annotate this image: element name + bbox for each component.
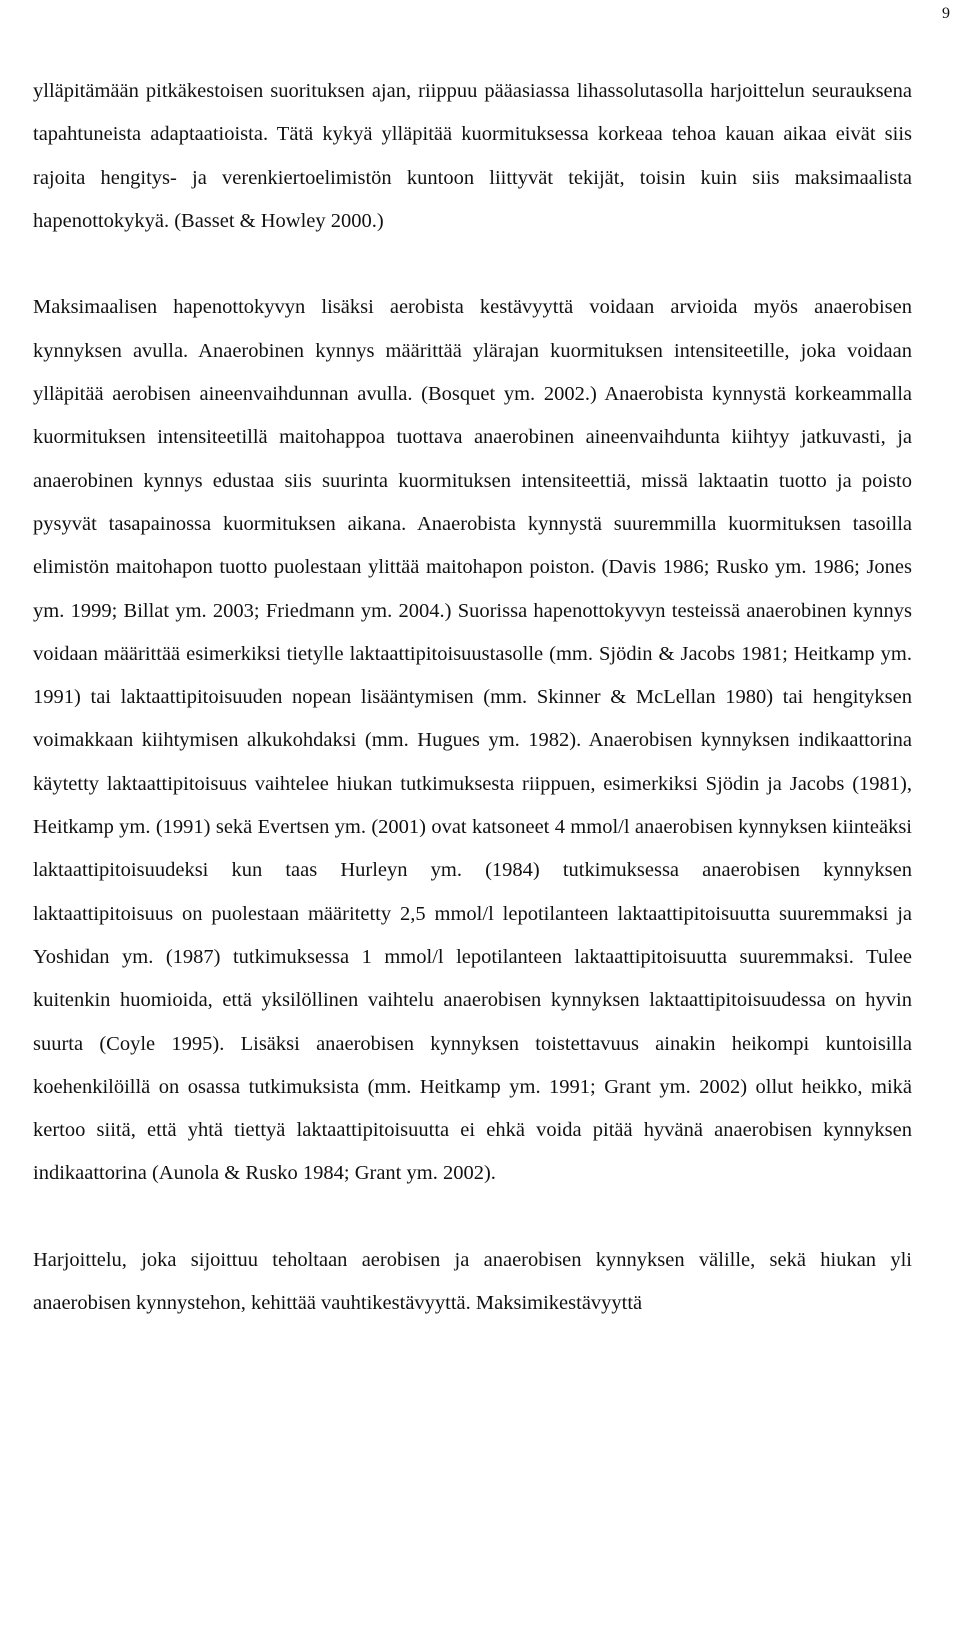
paragraph-1: ylläpitämään pitkäkestoisen suorituksen ajan, riippuu pääasiassa lihassolutasolla harjoittelun seurauksena tapahtuneista adaptaatioista. Tätä kykyä ylläpitää kuormituksessa korkeaa tehoa kauan aikaa eivät siis rajoita hengitys- ja verenkiertoelimistön kuntoon liittyvät tekijät, toisin kuin siis maksimaalista hapenottokykyä. (Basset & Howley 2000.) [33,80,912,232]
page-number: 9 [942,5,950,22]
paragraph-3: Harjoittelu, joka sijoittuu teholtaan aerobisen ja anaerobisen kynnyksen välille, sekä hiukan yli anaerobisen kynnystehon, kehittää vauhtikestävyyttä. Maksimikestävyyttä [33,1249,912,1315]
document-body [33,70,912,1326]
paragraph-2: Maksimaalisen hapenottokyvyn lisäksi aerobista kestävyyttä voidaan arvioida myös anaerobisen kynnyksen avulla. Anaerobinen kynnys määrittää ylärajan kuormituksen intensiteetille, joka voidaan ylläpitää aerobisen aineenvaihdunnan avulla. (Bosquet ym. 2002.) Anaerobista kynnystä korkeammalla kuormituksen intensiteetillä maitohappoa tuottava anaerobinen aineenvaihdunta kiihtyy jatkuvasti, ja anaerobinen kynnys edustaa siis suurinta kuormituksen intensiteettiä, missä laktaatin tuotto ja poisto pysyvät tasapainossa kuormituksen aikana. Anaerobista kynnystä suuremmilla kuormituksen tasoilla elimistön maitohapon tuotto puolestaan ylittää maitohapon poiston. (Davis 1986; Rusko ym. 1986; Jones ym. 1999; Billat ym. 2003; Friedmann ym. 2004.) Suorissa hapenottokyvyn testeissä anaerobinen kynnys voidaan määrittää esimerkiksi tietylle laktaattipitoisuustasolle (mm. Sjödin & Jacobs 1981; Heitkamp ym. 1991) tai laktaattipitoisuuden nopean lisääntymisen (mm. Skinner & McLellan 1980) tai hengityksen voimakkaan kiihtymisen alkukohdaksi (mm. Hugues ym. 1982). Anaerobisen kynnyksen indikaattorina käytetty laktaattipitoisuus vaihtelee hiukan tutkimuksesta riippuen, esimerkiksi Sjödin ja Jacobs (1981), Heitkamp ym. (1991) sekä Evertsen ym. (2001) ovat katsoneet 4 mmol/l anaerobisen kynnyksen kiinteäksi laktaattipitoisuudeksi kun taas Hurleyn ym. (1984) tutkimuksessa anaerobisen kynnyksen laktaattipitoisuus on puolestaan määritetty 2,5 mmol/l lepotilanteen laktaattipitoisuutta suuremmaksi ja Yoshidan ym. (1987) tutkimuksessa 1 mmol/l lepotilanteen laktaattipitoisuutta suuremmaksi. Tulee kuitenkin huomioida, että yksilöllinen vaihtelu anaerobisen kynnyksen laktaattipitoisuudessa on hyvin suurta (Coyle 1995). Lisäksi anaerobisen kynnyksen toistettavuus ainakin heikompi kuntoisilla koehenkilöillä on osassa tutkimuksista (mm. Heitkamp ym. 1991; Grant ym. 2002) ollut heikko, mikä kertoo siitä, että yhtä tiettyä laktaattipitoisuutta ei ehkä voida pitää hyvänä anaerobisen kynnyksen indikaattorina (Aunola & Rusko 1984; Grant ym. 2002). [33,296,912,1185]
